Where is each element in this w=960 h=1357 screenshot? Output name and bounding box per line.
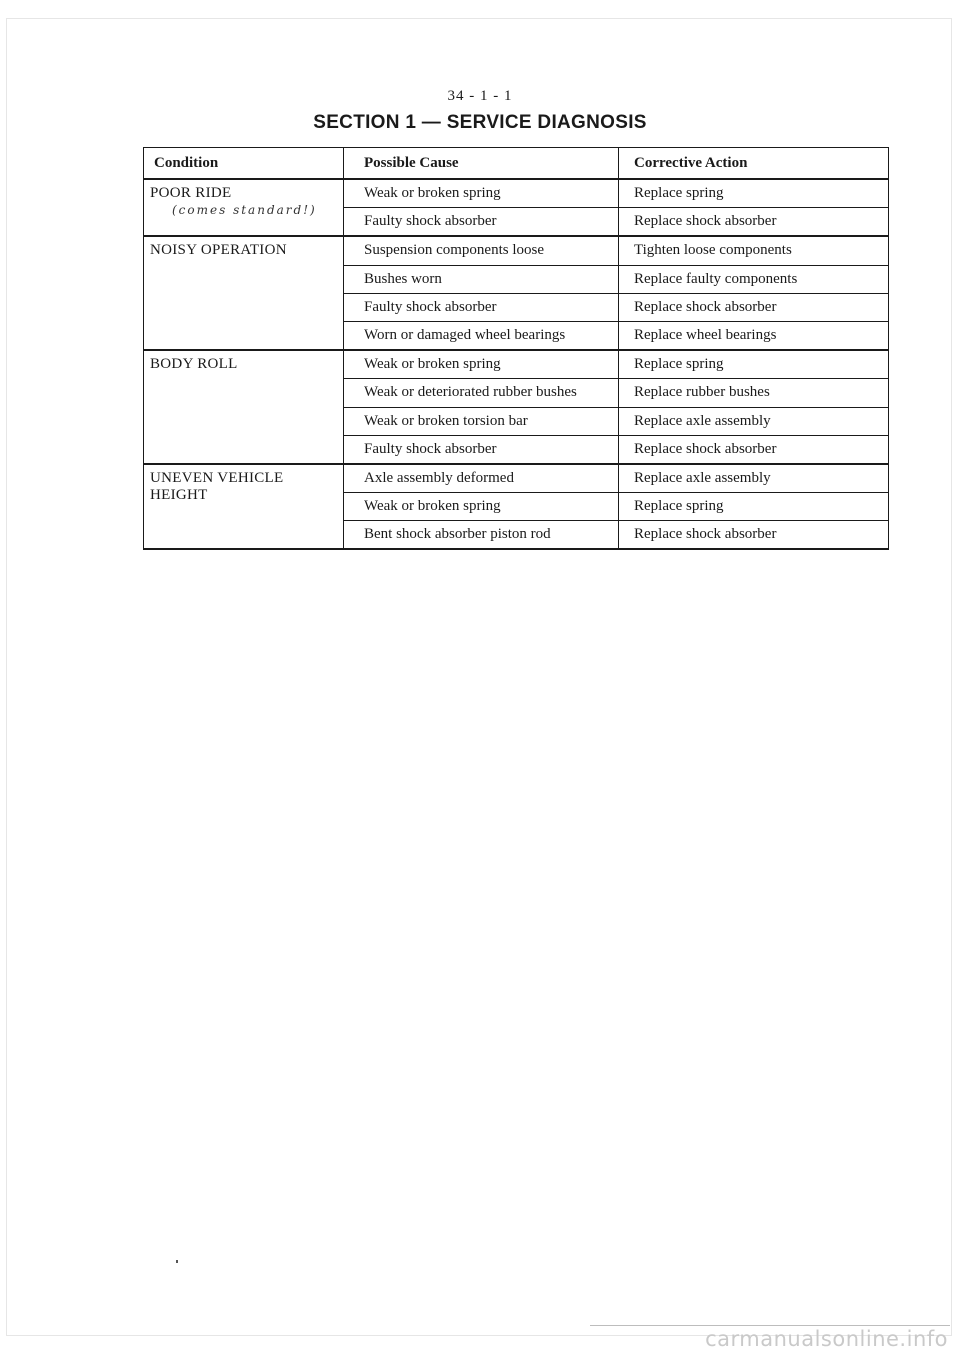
corrective-action-cell: Replace shock absorber [619,435,889,464]
watermark: carmanualsonline.info [705,1327,948,1351]
possible-cause-cell: Axle assembly deformed [344,464,619,493]
condition-label: UNEVEN VEHICLE HEIGHT [150,469,284,503]
corrective-action-cell: Replace spring [619,179,889,208]
corrective-action-cell: Replace spring [619,493,889,521]
table-row [144,236,889,265]
condition-cell [144,179,344,236]
footer-rule [590,1325,950,1326]
table-row [144,350,889,379]
condition-cell [144,350,344,464]
condition-cell [144,236,344,350]
condition-label: BODY ROLL [150,356,238,373]
possible-cause-cell: Faulty shock absorber [344,293,619,321]
corrective-action-cell: Replace axle assembly [619,407,889,435]
scan-speck [176,1260,178,1263]
condition-label: NOISY OPERATION [150,242,287,259]
possible-cause-cell: Bent shock absorber piston rod [344,521,619,550]
possible-cause-cell: Bushes worn [344,265,619,293]
possible-cause-cell: Worn or damaged wheel bearings [344,321,619,350]
diagnosis-table [143,147,889,550]
corrective-action-cell: Replace faulty components [619,265,889,293]
handwritten-note: (comes standard!) [172,203,317,217]
corrective-action-cell: Replace shock absorber [619,521,889,550]
header-action: Corrective Action [619,148,889,180]
table-header-row [144,148,889,180]
table-row [144,179,889,208]
table-body [144,179,889,549]
condition-label: POOR RIDE [150,185,232,201]
page-number: 34 - 1 - 1 [447,88,513,104]
possible-cause-cell: Weak or deteriorated rubber bushes [344,379,619,407]
corrective-action-cell: Replace rubber bushes [619,379,889,407]
corrective-action-cell: Replace axle assembly [619,464,889,493]
corrective-action-cell: Replace shock absorber [619,293,889,321]
corrective-action-cell: Replace spring [619,350,889,379]
possible-cause-cell: Weak or broken spring [344,350,619,379]
possible-cause-cell: Faulty shock absorber [344,208,619,237]
possible-cause-cell: Weak or broken torsion bar [344,407,619,435]
corrective-action-cell: Replace shock absorber [619,208,889,237]
header-cause: Possible Cause [344,148,619,180]
section-title: SECTION 1 — SERVICE DIAGNOSIS [313,112,647,133]
corrective-action-cell: Tighten loose components [619,236,889,265]
possible-cause-cell: Suspension components loose [344,236,619,265]
header-condition: Condition [144,148,344,180]
possible-cause-cell: Weak or broken spring [344,493,619,521]
possible-cause-cell: Faulty shock absorber [344,435,619,464]
condition-cell [144,464,344,550]
corrective-action-cell: Replace wheel bearings [619,321,889,350]
possible-cause-cell: Weak or broken spring [344,179,619,208]
table-row [144,464,889,493]
